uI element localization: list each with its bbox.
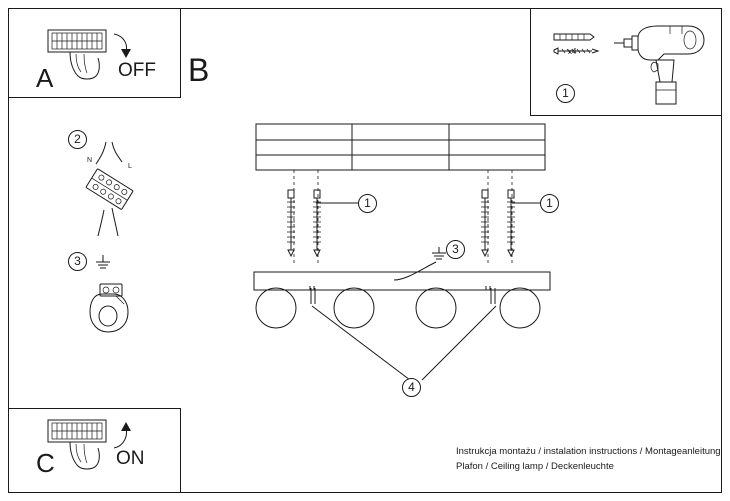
divider-panel-c-right bbox=[180, 408, 181, 493]
divider-panel-a-right bbox=[180, 8, 181, 98]
footer-line-2: Plafon / Ceiling lamp / Deckenleuchte bbox=[456, 461, 614, 472]
switch-on-illustration bbox=[40, 414, 170, 474]
divider-panel-c-top bbox=[8, 408, 180, 409]
bracket-step-number-right: 1 bbox=[540, 194, 559, 213]
panel-label-c: C bbox=[36, 448, 55, 478]
step-number-2: 2 bbox=[68, 130, 87, 149]
hardware-quantity-label: x4 bbox=[568, 47, 577, 56]
callout-leader-left bbox=[316, 196, 364, 210]
ceiling-socket-illustration bbox=[86, 278, 146, 348]
step-number-3: 3 bbox=[68, 252, 87, 271]
footer-line-1: Instrukcja montażu / instalation instructions / Montageanleitung bbox=[456, 446, 721, 457]
tool-step-number-1: 1 bbox=[556, 84, 575, 103]
terminal-block-illustration bbox=[78, 140, 148, 240]
bracket-step-number-left: 1 bbox=[358, 194, 377, 213]
mounting-screw-left-1 bbox=[284, 188, 298, 258]
divider-tool-left bbox=[530, 8, 531, 115]
shade-step-number: 4 bbox=[402, 378, 421, 397]
panel-label-b: B bbox=[188, 52, 210, 88]
panel-label-a: A bbox=[36, 63, 54, 93]
shade-leader-lines bbox=[310, 304, 510, 384]
switch-state-on-label: ON bbox=[116, 448, 145, 469]
wire-label-n: N bbox=[87, 157, 93, 164]
ground-symbol-small bbox=[92, 254, 114, 272]
divider-panel-a-bottom bbox=[8, 97, 180, 98]
wire-label-l: L bbox=[128, 163, 132, 170]
divider-tool-bottom bbox=[530, 115, 722, 116]
mounting-screw-right-1 bbox=[478, 188, 492, 258]
switch-state-off-label: OFF bbox=[118, 60, 156, 81]
drill-illustration bbox=[612, 20, 712, 112]
ground-step-number: 3 bbox=[446, 240, 465, 259]
